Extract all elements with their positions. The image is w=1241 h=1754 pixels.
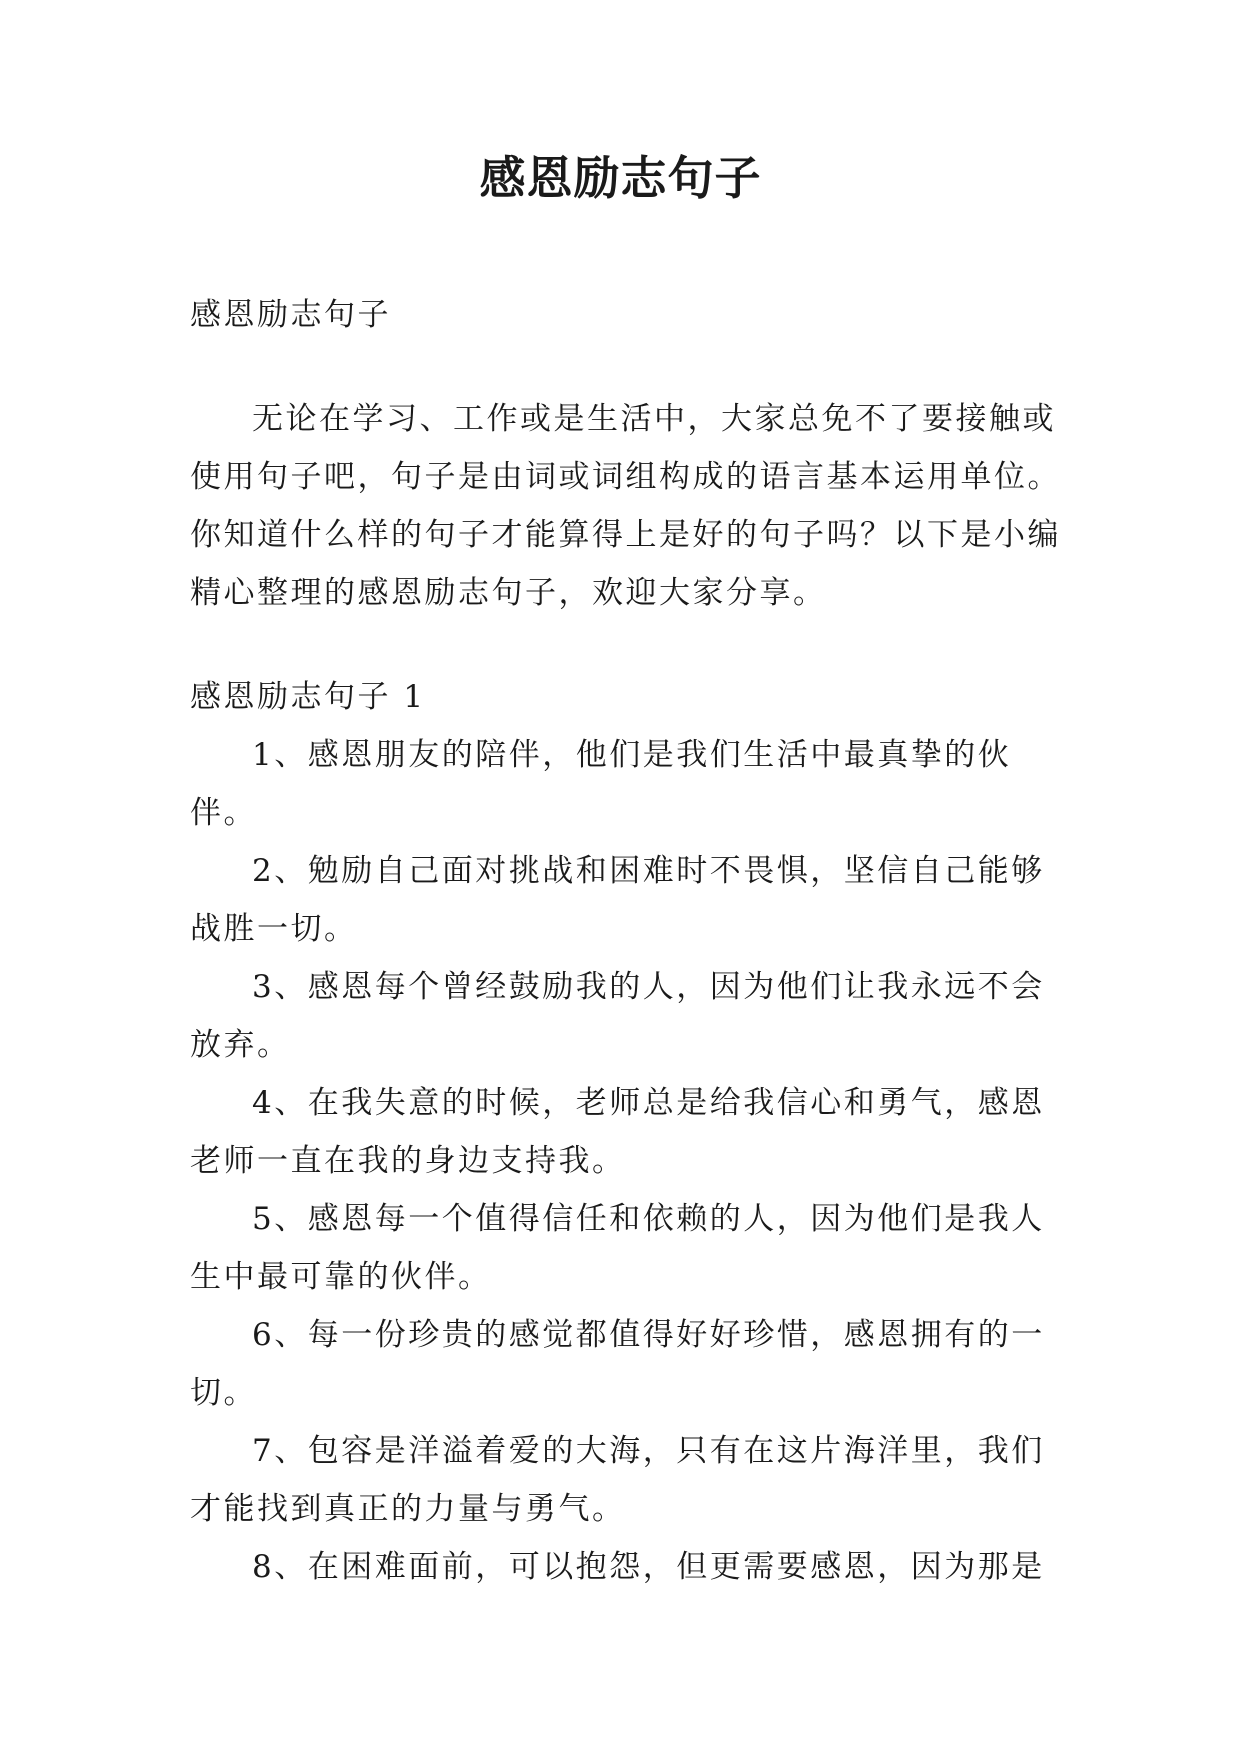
list-item: 6、每一份珍贵的感觉都值得好好珍惜，感恩拥有的一切。 [190,1317,1045,1411]
list-item: 1、感恩朋友的陪伴，他们是我们生活中最真挚的伙伴。 [190,737,1012,831]
list-item: 2、勉励自己面对挑战和困难时不畏惧，坚信自己能够战胜一切。 [190,853,1045,947]
list-item: 4、在我失意的时候，老师总是给我信心和勇气，感恩老师一直在我的身边支持我。 [190,1085,1045,1179]
list-item: 8、在困难面前，可以抱怨，但更需要感恩，因为那是 [252,1549,1045,1585]
section-heading: 感恩励志句子 1 [190,679,426,715]
list-item: 3、感恩每个曾经鼓励我的人，因为他们让我永远不会放弃。 [190,969,1045,1063]
document-body [190,286,1070,1596]
list-item: 5、感恩每一个值得信任和依赖的人，因为他们是我人生中最可靠的伙伴。 [190,1201,1045,1295]
list-item: 7、包容是洋溢着爱的大海，只有在这片海洋里，我们才能找到真正的力量与勇气。 [190,1433,1045,1527]
document-title: 感恩励志句子 [479,151,762,205]
intro-paragraph: 无论在学习、工作或是生活中，大家总免不了要接触或使用句子吧，句子是由词或词组构成的语言基本运用单位。你知道什么样的句子才能算得上是好的句子吗？以下是小编精心整理的感恩励志句子，欢迎大家分享。 [190,401,1061,611]
document-subtitle: 感恩励志句子 [190,297,391,333]
